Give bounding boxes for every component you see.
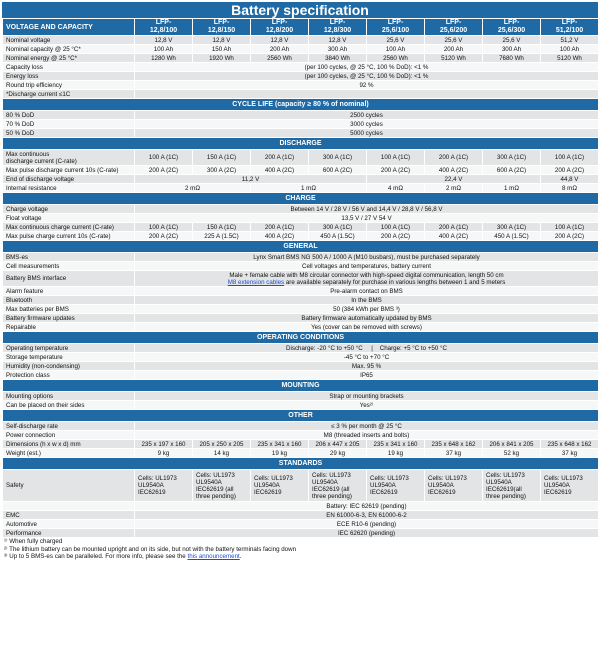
row-label: Max continuous charge current (C-rate) bbox=[3, 223, 135, 232]
spec-row bbox=[3, 314, 599, 323]
value-cell: 225 A (1.5C) bbox=[193, 232, 251, 241]
value-cell: M8 (threaded inserts and bolts) bbox=[135, 431, 599, 440]
row-label: Nominal voltage bbox=[3, 36, 135, 45]
spec-row bbox=[3, 120, 599, 129]
model-name: LFP- 25,6/300 bbox=[497, 19, 526, 34]
value-cell: 22,4 V bbox=[367, 175, 541, 184]
spec-row bbox=[3, 296, 599, 305]
value-cell: 4 mΩ bbox=[367, 184, 425, 193]
spec-row bbox=[3, 502, 599, 511]
value-cell: 235 x 197 x 160 bbox=[135, 440, 193, 449]
value-cell: 235 x 341 x 160 bbox=[367, 440, 425, 449]
value-cell: 205 x 250 x 205 bbox=[193, 440, 251, 449]
row-label: BMS-es bbox=[3, 253, 135, 262]
value-cell: 25,6 V bbox=[483, 36, 541, 45]
value-cell: 2 mΩ bbox=[135, 184, 251, 193]
value-cell: 37 kg bbox=[425, 449, 483, 458]
model-header bbox=[193, 19, 251, 36]
value-cell: 235 x 648 x 162 bbox=[541, 440, 599, 449]
spec-row bbox=[3, 511, 599, 520]
header-label: VOLTAGE AND CAPACITY bbox=[3, 19, 135, 36]
value-cell: 5000 cycles bbox=[135, 129, 599, 138]
value-cell: 600 A (2C) bbox=[483, 166, 541, 175]
announcement-link[interactable]: this announcement bbox=[187, 553, 240, 560]
value-cell: 300 Ah bbox=[309, 45, 367, 54]
row-label: 70 % DoD bbox=[3, 120, 135, 129]
value-cell: 1 mΩ bbox=[483, 184, 541, 193]
section-title: GENERAL bbox=[3, 241, 599, 253]
row-label: Humidity (non-condensing) bbox=[3, 362, 135, 371]
model-name: LFP- 12,8/200 bbox=[265, 19, 294, 34]
section-title: CYCLE LIFE (capacity ≥ 80 % of nominal) bbox=[3, 99, 599, 111]
spec-row bbox=[3, 401, 599, 410]
value-cell: Cells: UL1973 UL9540A IEC62619 bbox=[367, 470, 425, 502]
row-label: Power connection bbox=[3, 431, 135, 440]
value-cell: 100 A (1C) bbox=[367, 223, 425, 232]
value-cell: 150 A (1C) bbox=[193, 150, 251, 166]
row-label: Nominal capacity @ 25 °C* bbox=[3, 45, 135, 54]
row-label: Dimensions (h x w x d) mm bbox=[3, 440, 135, 449]
value-cell: 2560 Wh bbox=[251, 54, 309, 63]
row-label: Repairable bbox=[3, 323, 135, 332]
spec-row bbox=[3, 262, 599, 271]
spec-row bbox=[3, 223, 599, 232]
spec-row bbox=[3, 111, 599, 120]
value-cell: Max. 95 % bbox=[135, 362, 599, 371]
value-cell: 12,8 V bbox=[251, 36, 309, 45]
value-cell: 400 A (2C) bbox=[251, 166, 309, 175]
section-header bbox=[3, 458, 599, 470]
row-label: Automotive bbox=[3, 520, 135, 529]
value-cell: 100 A (1C) bbox=[367, 150, 425, 166]
spec-row bbox=[3, 90, 599, 99]
value-cell: 200 A (2C) bbox=[367, 232, 425, 241]
footnote-3-text: ³⁾ Up to 5 BMS-es can be paralleled. For more info, please see the bbox=[4, 553, 188, 560]
spec-row bbox=[3, 232, 599, 241]
value-cell: Yes²⁾ bbox=[135, 401, 599, 410]
row-label: Round trip efficiency bbox=[3, 81, 135, 90]
row-label: Safety bbox=[3, 470, 135, 502]
spec-row bbox=[3, 431, 599, 440]
value-cell: 300 Ah bbox=[483, 45, 541, 54]
spec-row bbox=[3, 166, 599, 175]
value-cell: 450 A (1.5C) bbox=[309, 232, 367, 241]
value-cell: IEC 62620 (pending) bbox=[135, 529, 599, 538]
spec-row bbox=[3, 305, 599, 314]
interface-line-2-text: are available separately for purchase in various lengths between 1 and 5 meters bbox=[284, 278, 506, 286]
spec-row bbox=[3, 36, 599, 45]
value-cell: Strap or mounting brackets bbox=[135, 392, 599, 401]
row-label: Cell measurements bbox=[3, 262, 135, 271]
value-cell: Cells: UL1973 UL9540A IEC62619 (all three pending) bbox=[309, 470, 367, 502]
value-cell: 19 kg bbox=[367, 449, 425, 458]
model-header bbox=[251, 19, 309, 36]
model-name: LFP- 25,6/100 bbox=[381, 19, 410, 34]
value-cell: Yes (cover can be removed with screws) bbox=[135, 323, 599, 332]
value-cell: 25,6 V bbox=[425, 36, 483, 45]
value-cell: 200 A (1C) bbox=[425, 223, 483, 232]
row-label: Energy loss bbox=[3, 72, 135, 81]
row-label: Operating temperature bbox=[3, 344, 135, 353]
row-label: Performance bbox=[3, 529, 135, 538]
value-cell: Discharge: -20 °C to +50 °C | Charge: +5 °C to +50 °C bbox=[135, 344, 599, 353]
spec-row bbox=[3, 362, 599, 371]
value-cell: 51,2 V bbox=[541, 36, 599, 45]
spec-row bbox=[3, 150, 599, 166]
spec-row bbox=[3, 184, 599, 193]
value-cell: Lynx Smart BMS NG 500 A / 1000 A (M10 busbars), must be purchased separately bbox=[135, 253, 599, 262]
value-cell: Cells: UL1973 UL9540A IEC62619 bbox=[135, 470, 193, 502]
model-header bbox=[309, 19, 367, 36]
battery-spec-sheet bbox=[2, 2, 598, 561]
value-cell: 12,8 V bbox=[193, 36, 251, 45]
value-cell: 100 Ah bbox=[541, 45, 599, 54]
value-cell: Battery: IEC 62619 (pending) bbox=[135, 502, 599, 511]
value-cell: In the BMS bbox=[135, 296, 599, 305]
model-header bbox=[367, 19, 425, 36]
row-label: Protection class bbox=[3, 371, 135, 380]
value-cell: (per 100 cycles, @ 25 °C, 100 % DoD): <1 % bbox=[135, 72, 599, 81]
value-cell: 1 mΩ bbox=[251, 184, 367, 193]
value-cell: 25,6 V bbox=[367, 36, 425, 45]
model-name: LFP- 51,2/100 bbox=[555, 19, 584, 34]
section-title: OTHER bbox=[3, 410, 599, 422]
spec-row bbox=[3, 81, 599, 90]
section-title: DISCHARGE bbox=[3, 138, 599, 150]
value-cell: 50 (384 kWh per BMS ³) bbox=[135, 305, 599, 314]
value-cell: 29 kg bbox=[309, 449, 367, 458]
value-cell: 150 A (1C) bbox=[193, 223, 251, 232]
interface-line-2 bbox=[138, 279, 595, 286]
value-cell: 400 A (2C) bbox=[425, 166, 483, 175]
value-cell: 13,5 V / 27 V 54 V bbox=[135, 214, 599, 223]
value-cell: 3840 Wh bbox=[309, 54, 367, 63]
spec-row bbox=[3, 205, 599, 214]
value-cell: -45 °C to +70 °C bbox=[135, 353, 599, 362]
value-cell: 2560 Wh bbox=[367, 54, 425, 63]
row-label: Max batteries per BMS bbox=[3, 305, 135, 314]
value-cell: 100 A (1C) bbox=[135, 150, 193, 166]
value-cell: ECE R10-6 (pending) bbox=[135, 520, 599, 529]
value-cell: 200 A (1C) bbox=[251, 223, 309, 232]
row-label: 50 % DoD bbox=[3, 129, 135, 138]
value-cell: 5120 Wh bbox=[541, 54, 599, 63]
spec-row bbox=[3, 371, 599, 380]
spec-row bbox=[3, 344, 599, 353]
spec-row bbox=[3, 72, 599, 81]
value-cell: 200 Ah bbox=[425, 45, 483, 54]
row-label: EMC bbox=[3, 511, 135, 520]
spec-row bbox=[3, 63, 599, 72]
value-cell: 400 A (2C) bbox=[251, 232, 309, 241]
section-title: OPERATING CONDITIONS bbox=[3, 332, 599, 344]
value-cell: 44,8 V bbox=[541, 175, 599, 184]
spec-row bbox=[3, 323, 599, 332]
value-cell: 200 A (2C) bbox=[541, 232, 599, 241]
value-cell bbox=[135, 271, 599, 287]
spec-row bbox=[3, 449, 599, 458]
model-name: LFP- 25,6/200 bbox=[439, 19, 468, 34]
value-cell: 12,8 V bbox=[135, 36, 193, 45]
value-cell: 200 A (1C) bbox=[425, 150, 483, 166]
footnotes bbox=[2, 538, 598, 561]
value-cell: 100 A (1C) bbox=[541, 223, 599, 232]
value-cell: 300 A (1C) bbox=[309, 150, 367, 166]
model-name: LFP- 12,8/100 bbox=[149, 19, 178, 34]
value-cell: 600 A (2C) bbox=[309, 166, 367, 175]
section-header bbox=[3, 99, 599, 111]
spec-row bbox=[3, 529, 599, 538]
section-title: CHARGE bbox=[3, 193, 599, 205]
m8-extension-link[interactable]: M8 extension cables bbox=[227, 278, 285, 286]
value-cell: 206 x 841 x 205 bbox=[483, 440, 541, 449]
value-cell: 1920 Wh bbox=[193, 54, 251, 63]
value-cell: ≤ 3 % per month @ 25 °C bbox=[135, 422, 599, 431]
spec-row bbox=[3, 392, 599, 401]
model-header bbox=[135, 19, 193, 36]
value-cell: 300 A (1C) bbox=[483, 223, 541, 232]
footnote-1: ¹⁾ When fully charged bbox=[4, 538, 63, 545]
footnote-3-end: . bbox=[239, 553, 242, 560]
value-cell: 300 A (1C) bbox=[309, 223, 367, 232]
value-cell: 200 A (2C) bbox=[541, 166, 599, 175]
section-header bbox=[3, 193, 599, 205]
value-cell: 92 % bbox=[135, 81, 599, 90]
row-label: Max pulse discharge current 10s (C-rate) bbox=[3, 166, 135, 175]
spec-row bbox=[3, 422, 599, 431]
section-header bbox=[3, 410, 599, 422]
row-label: Battery BMS interface bbox=[3, 271, 135, 287]
value-cell: (per 100 cycles, @ 25 °C, 100 % DoD): <1 % bbox=[135, 63, 599, 72]
value-cell: Battery firmware automatically updated by BMS bbox=[135, 314, 599, 323]
value-cell: 450 A (1.5C) bbox=[483, 232, 541, 241]
spec-row bbox=[3, 470, 599, 502]
value-cell: Cells: UL1973 UL9540A IEC62619 bbox=[251, 470, 309, 502]
value-cell: 1280 Wh bbox=[135, 54, 193, 63]
value-cell: 100 A (1C) bbox=[135, 223, 193, 232]
row-label: Can be placed on their sides bbox=[3, 401, 135, 410]
footnote-3 bbox=[4, 553, 598, 561]
spec-row bbox=[3, 271, 599, 287]
model-name: LFP- 12,8/300 bbox=[323, 19, 352, 34]
value-cell: Cells: UL1973 UL9540A IEC62619 (all three pending) bbox=[193, 470, 251, 502]
spec-row bbox=[3, 253, 599, 262]
value-cell: 206 x 447 x 205 bbox=[309, 440, 367, 449]
section-title: STANDARDS bbox=[3, 458, 599, 470]
value-cell: EN 61000-6-3, EN 61000-6-2 bbox=[135, 511, 599, 520]
value-cell: 200 A (2C) bbox=[367, 166, 425, 175]
row-label: Self-discharge rate bbox=[3, 422, 135, 431]
row-label: Internal resistance bbox=[3, 184, 135, 193]
row-label: Max continuous discharge current (C-rate) bbox=[3, 150, 135, 166]
model-header bbox=[541, 19, 599, 36]
interface-line-1: Male + female cable with M8 circular connector with high-speed digital communication, length 50 cm bbox=[229, 271, 504, 279]
value-cell: 100 Ah bbox=[367, 45, 425, 54]
value-cell: 37 kg bbox=[541, 449, 599, 458]
empty-cell bbox=[135, 90, 599, 99]
row-label: 80 % DoD bbox=[3, 111, 135, 120]
value-cell: 9 kg bbox=[135, 449, 193, 458]
spec-table bbox=[2, 18, 599, 538]
value-cell: 235 x 648 x 162 bbox=[425, 440, 483, 449]
value-cell: 200 A (2C) bbox=[135, 232, 193, 241]
value-cell: 7680 Wh bbox=[483, 54, 541, 63]
row-label: Max pulse charge current 10s (C-rate) bbox=[3, 232, 135, 241]
spec-row bbox=[3, 214, 599, 223]
value-cell: 400 A (2C) bbox=[425, 232, 483, 241]
spec-row bbox=[3, 520, 599, 529]
row-label: Charge voltage bbox=[3, 205, 135, 214]
footnote-2: ²⁾ The lithium battery can be mounted upright and on its side, but not with the battery terminals facing down bbox=[4, 545, 297, 553]
section-header bbox=[3, 241, 599, 253]
value-cell: 150 Ah bbox=[193, 45, 251, 54]
value-cell: Cells: UL1973 UL9540A IEC62619 bbox=[541, 470, 599, 502]
section-header bbox=[3, 380, 599, 392]
row-label: Alarm feature bbox=[3, 287, 135, 296]
spec-row bbox=[3, 440, 599, 449]
value-cell: 200 Ah bbox=[251, 45, 309, 54]
value-cell: 300 A (2C) bbox=[193, 166, 251, 175]
row-label: Weight (est.) bbox=[3, 449, 135, 458]
row-label: Battery firmware updates bbox=[3, 314, 135, 323]
value-cell: Cells: UL1973 UL9540A IEC62619(all three pending) bbox=[483, 470, 541, 502]
value-cell: 14 kg bbox=[193, 449, 251, 458]
section-header bbox=[3, 138, 599, 150]
value-cell: 2500 cycles bbox=[135, 111, 599, 120]
discharge-note: *Discharge current ≤1C bbox=[3, 90, 135, 99]
model-header bbox=[483, 19, 541, 36]
spec-row bbox=[3, 45, 599, 54]
value-cell: 100 A (1C) bbox=[541, 150, 599, 166]
value-cell: 5120 Wh bbox=[425, 54, 483, 63]
value-cell: 100 Ah bbox=[135, 45, 193, 54]
spec-row bbox=[3, 175, 599, 184]
row-label: End of discharge voltage bbox=[3, 175, 135, 184]
value-cell: Between 14 V / 28 V / 56 V and 14,4 V / 28,8 V / 56,8 V bbox=[135, 205, 599, 214]
row-label: Storage temperature bbox=[3, 353, 135, 362]
value-cell: Pre-alarm contact on BMS bbox=[135, 287, 599, 296]
empty-cell bbox=[3, 502, 135, 511]
value-cell: 200 A (2C) bbox=[135, 166, 193, 175]
spec-row bbox=[3, 353, 599, 362]
value-cell: 235 x 341 x 160 bbox=[251, 440, 309, 449]
section-title: MOUNTING bbox=[3, 380, 599, 392]
page-title: Battery specification bbox=[2, 2, 598, 18]
value-cell: 8 mΩ bbox=[541, 184, 599, 193]
value-cell: 2 mΩ bbox=[425, 184, 483, 193]
spec-row bbox=[3, 287, 599, 296]
value-cell: IP65 bbox=[135, 371, 599, 380]
spec-row bbox=[3, 54, 599, 63]
value-cell: 3000 cycles bbox=[135, 120, 599, 129]
spec-row bbox=[3, 129, 599, 138]
value-cell: 12,8 V bbox=[309, 36, 367, 45]
value-cell: Cells: UL1973 UL9540A IEC62619 bbox=[425, 470, 483, 502]
row-label: Nominal energy @ 25 °C* bbox=[3, 54, 135, 63]
value-cell: 52 kg bbox=[483, 449, 541, 458]
header-row bbox=[3, 19, 599, 36]
value-cell: 200 A (1C) bbox=[251, 150, 309, 166]
value-cell: 19 kg bbox=[251, 449, 309, 458]
section-header bbox=[3, 332, 599, 344]
model-header bbox=[425, 19, 483, 36]
value-cell: 300 A (1C) bbox=[483, 150, 541, 166]
model-name: LFP- 12,8/150 bbox=[207, 19, 236, 34]
row-label: Float voltage bbox=[3, 214, 135, 223]
value-cell: 11,2 V bbox=[135, 175, 367, 184]
row-label: Mounting options bbox=[3, 392, 135, 401]
row-label: Capacity loss bbox=[3, 63, 135, 72]
row-label: Bluetooth bbox=[3, 296, 135, 305]
value-cell: Cell voltages and temperatures, battery current bbox=[135, 262, 599, 271]
